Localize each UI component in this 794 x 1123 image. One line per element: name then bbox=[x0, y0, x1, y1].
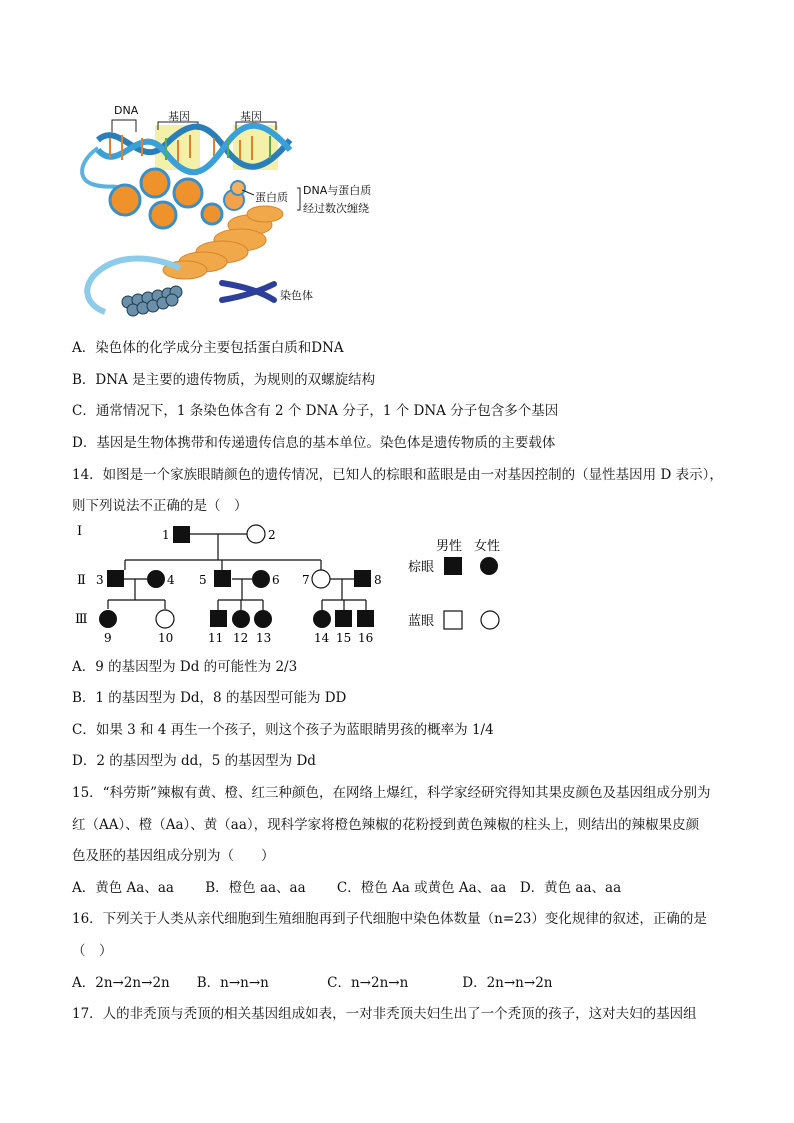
gen-label-3: Ⅲ bbox=[75, 612, 88, 627]
num-3: 3 bbox=[96, 573, 104, 587]
gen-label-1: Ⅰ bbox=[77, 524, 83, 539]
q13-option-d: D．基因是生物体携带和传递遗传信息的基本单位。染色体是遗传物质的主要载体 bbox=[72, 435, 556, 451]
num-14: 14 bbox=[314, 631, 330, 645]
pedigree-person-11 bbox=[210, 610, 227, 627]
num-12: 12 bbox=[233, 631, 249, 645]
pedigree-person-14 bbox=[313, 610, 331, 628]
pedigree-person-3 bbox=[107, 570, 124, 587]
num-6: 6 bbox=[272, 573, 280, 587]
pedigree-person-4 bbox=[147, 570, 165, 588]
q16-options: A．2n→2n→2n B．n→n→n C．n→2n→n D．2n→n→2n bbox=[72, 975, 553, 991]
legend-male-label: 男性 bbox=[436, 539, 463, 554]
pedigree-person-1 bbox=[173, 526, 190, 543]
q15-stem-line-1: 15．“科劳斯”辣椒有黄、橙、红三种颜色，在网络上爆红，科学家经研究得知其果皮颜色及基因组成分别为 bbox=[72, 785, 711, 801]
legend-brown-male bbox=[444, 557, 462, 575]
pedigree-person-2 bbox=[247, 525, 265, 543]
pedigree-person-8 bbox=[354, 570, 371, 587]
num-13: 13 bbox=[256, 631, 272, 645]
num-11: 11 bbox=[208, 631, 224, 645]
num-1: 1 bbox=[162, 528, 170, 542]
q14-option-a: A．9 的基因型为 Dd 的可能性为 2/3 bbox=[72, 659, 298, 675]
q15-stem-line-2: 红（AA）、橙（Aa）、黄（aa），现科学家将橙色辣椒的花粉授到黄色辣椒的柱头上，则结出的辣椒果皮颜 bbox=[72, 817, 700, 833]
q14-stem-line-2: 则下列说法不正确的是（ ） bbox=[72, 498, 248, 514]
num-16: 16 bbox=[358, 631, 374, 645]
num-8: 8 bbox=[374, 573, 382, 587]
legend-female-label: 女性 bbox=[474, 539, 501, 554]
num-4: 4 bbox=[167, 573, 175, 587]
legend-blue-female bbox=[481, 611, 499, 629]
num-10: 10 bbox=[158, 631, 174, 645]
q15-options: A．黄色 Aa、aa B．橙色 aa、aa C．橙色 Aa 或黄色 Aa、aa D．黄色 aa、aa bbox=[72, 880, 622, 896]
pedigree-person-16 bbox=[357, 610, 374, 627]
label-dna-protein-wrap-1: DNA与蛋白质 bbox=[303, 184, 372, 197]
label-protein: 蛋白质 bbox=[255, 191, 288, 204]
legend-blue-male bbox=[444, 611, 462, 629]
label-dna: DNA bbox=[114, 104, 139, 117]
q14-option-b: B．1 的基因型为 Dd，8 的基因型可能为 DD bbox=[72, 690, 347, 706]
label-chromosome: 染色体 bbox=[280, 289, 313, 302]
pedigree-person-13 bbox=[254, 610, 272, 628]
pedigree-person-15 bbox=[335, 610, 352, 627]
gen-label-2: Ⅱ bbox=[77, 573, 86, 588]
q16-stem-line-1: 16．下列关于人类从亲代细胞到生殖细胞再到子代细胞中染色体数量（n=23）变化规律的叙述，正确的是 bbox=[72, 911, 707, 927]
legend-brown-label: 棕眼 bbox=[408, 560, 435, 575]
q15-stem-line-3: 色及胚的基因组成分别为（ ） bbox=[72, 848, 275, 864]
label-gene-1: 基因 bbox=[168, 110, 190, 123]
pedigree-person-10 bbox=[156, 610, 174, 628]
q14-option-d: D．2 的基因型为 dd，5 的基因型为 Dd bbox=[72, 753, 316, 769]
label-gene-2: 基因 bbox=[240, 110, 262, 123]
legend-blue-label: 蓝眼 bbox=[408, 614, 435, 629]
num-2: 2 bbox=[268, 528, 276, 542]
num-7: 7 bbox=[302, 573, 310, 587]
pedigree-person-6 bbox=[252, 570, 270, 588]
q14-option-c: C．如果 3 和 4 再生一个孩子，则这个孩子为蓝眼睛男孩的概率为 1/4 bbox=[72, 722, 494, 738]
pedigree-person-5 bbox=[214, 570, 231, 587]
q14-stem-line-1: 14．如图是一个家族眼睛颜色的遗传情况，已知人的棕眼和蓝眼是由一对基因控制的（显性基因用 D 表示）， bbox=[72, 467, 723, 483]
num-9: 9 bbox=[104, 631, 112, 645]
pedigree-person-12 bbox=[232, 610, 250, 628]
q17-stem-line-1: 17．人的非秃顶与秃顶的相关基因组成如表，一对非秃顶夫妇生出了一个秃顶的孩子，这对夫妇的基因组 bbox=[72, 1006, 697, 1022]
num-5: 5 bbox=[199, 573, 207, 587]
num-15: 15 bbox=[336, 631, 352, 645]
label-dna-protein-wrap-2: 经过数次缠绕 bbox=[303, 202, 369, 215]
q13-option-a: A．染色体的化学成分主要包括蛋白质和DNA bbox=[72, 340, 344, 356]
q13-option-c: C．通常情况下，1 条染色体含有 2 个 DNA 分子，1 个 DNA 分子包含多个基因 bbox=[72, 403, 559, 419]
legend-brown-female bbox=[480, 557, 498, 575]
q16-stem-line-2: （ ） bbox=[72, 943, 113, 959]
q13-option-b: B．DNA 是主要的遗传物质，为规则的双螺旋结构 bbox=[72, 372, 376, 388]
pedigree-person-7 bbox=[312, 570, 330, 588]
pedigree-person-9 bbox=[99, 610, 117, 628]
